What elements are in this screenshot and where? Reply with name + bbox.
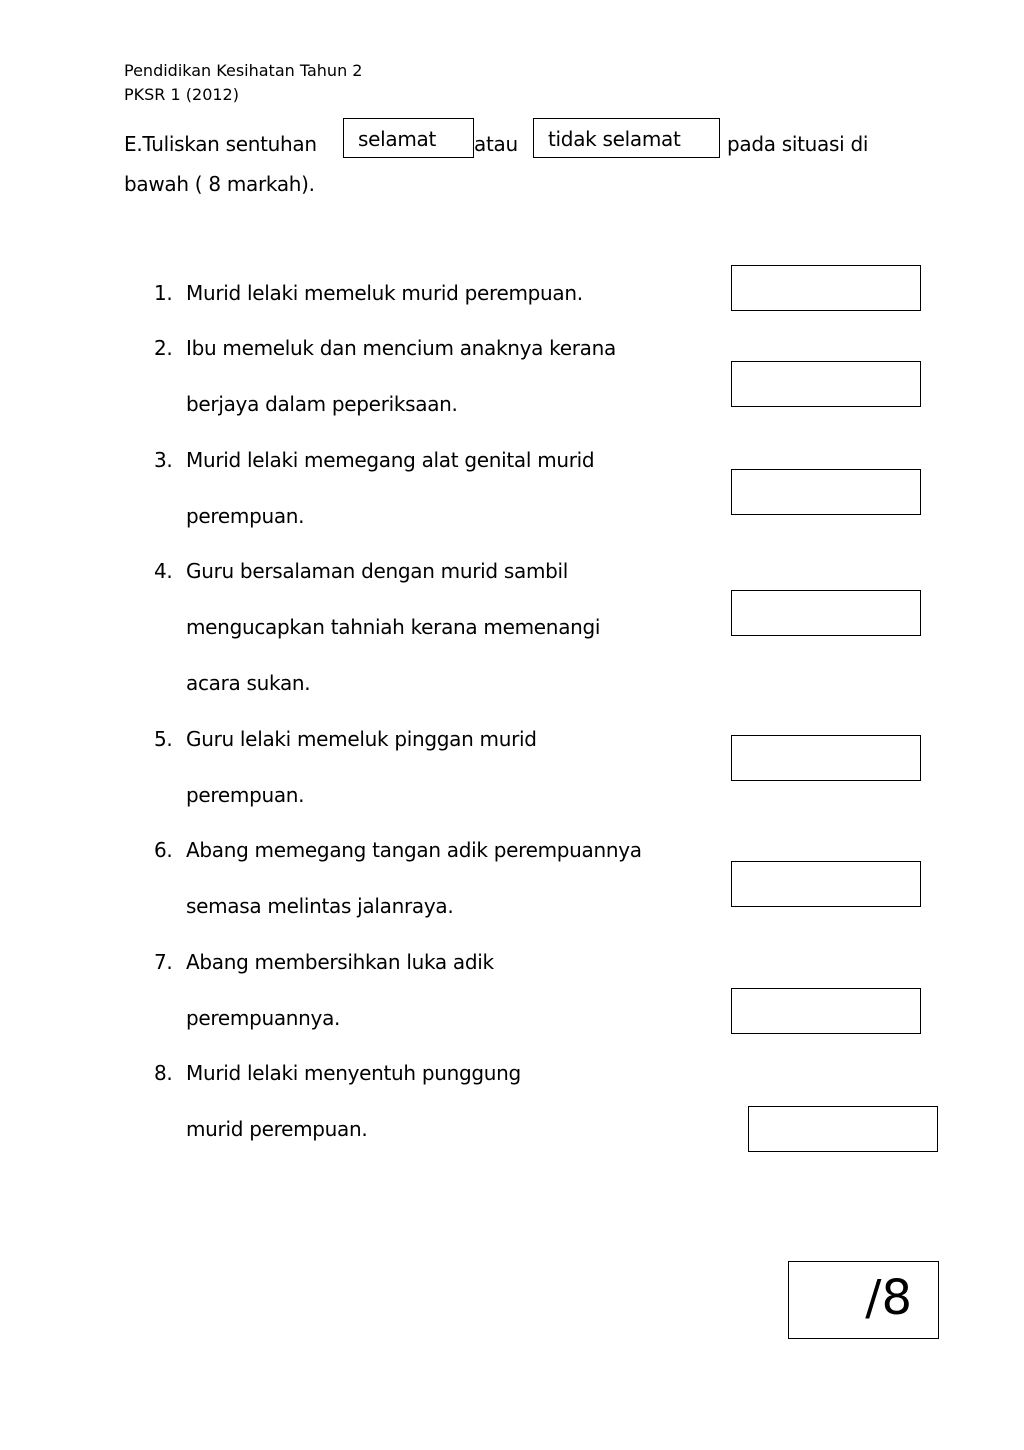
instruction-part1: E.Tuliskan sentuhan <box>124 132 317 156</box>
question-text: Guru lelaki memeluk pinggan murid <box>186 727 537 751</box>
question-text: mengucapkan tahniah kerana memenangi <box>186 615 601 639</box>
question-text: berjaya dalam peperiksaan. <box>186 392 458 416</box>
question-text: Murid lelaki memeluk murid perempuan. <box>186 281 583 305</box>
score-total: /8 <box>865 1270 912 1326</box>
option-unsafe-label: tidak selamat <box>548 127 681 151</box>
answer-box-2[interactable] <box>731 361 921 407</box>
question-number: 8. <box>154 1061 173 1085</box>
answer-box-5[interactable] <box>731 735 921 781</box>
answer-box-7[interactable] <box>731 988 921 1034</box>
option-safe-label: selamat <box>358 127 437 151</box>
question-text: acara sukan. <box>186 671 311 695</box>
option-safe-box <box>343 118 474 158</box>
option-unsafe-box <box>533 118 720 158</box>
question-text: Abang membersihkan luka adik <box>186 950 494 974</box>
question-text: perempuan. <box>186 504 305 528</box>
question-text: Murid lelaki menyentuh punggung <box>186 1061 521 1085</box>
question-number: 6. <box>154 838 173 862</box>
question-text: Guru bersalaman dengan murid sambil <box>186 559 569 583</box>
question-text: perempuan. <box>186 783 305 807</box>
answer-box-8[interactable] <box>748 1106 938 1152</box>
question-number: 5. <box>154 727 173 751</box>
question-number: 4. <box>154 559 173 583</box>
question-number: 2. <box>154 336 173 360</box>
question-text: Abang memegang tangan adik perempuannya <box>186 838 642 862</box>
subject-title: Pendidikan Kesihatan Tahun 2 <box>124 61 363 80</box>
instruction-line2: bawah ( 8 markah). <box>124 172 315 196</box>
answer-box-1[interactable] <box>731 265 921 311</box>
question-text: murid perempuan. <box>186 1117 368 1141</box>
question-number: 7. <box>154 950 173 974</box>
instruction-connector: atau <box>474 132 518 156</box>
question-text: Murid lelaki memegang alat genital murid <box>186 448 595 472</box>
answer-box-4[interactable] <box>731 590 921 636</box>
question-text: semasa melintas jalanraya. <box>186 894 454 918</box>
instruction-part2: pada situasi di <box>727 132 869 156</box>
question-text: Ibu memeluk dan mencium anaknya kerana <box>186 336 616 360</box>
answer-box-3[interactable] <box>731 469 921 515</box>
answer-box-6[interactable] <box>731 861 921 907</box>
score-box <box>788 1261 939 1339</box>
exam-code: PKSR 1 (2012) <box>124 85 239 104</box>
question-number: 3. <box>154 448 173 472</box>
question-text: perempuannya. <box>186 1006 341 1030</box>
question-number: 1. <box>154 281 173 305</box>
